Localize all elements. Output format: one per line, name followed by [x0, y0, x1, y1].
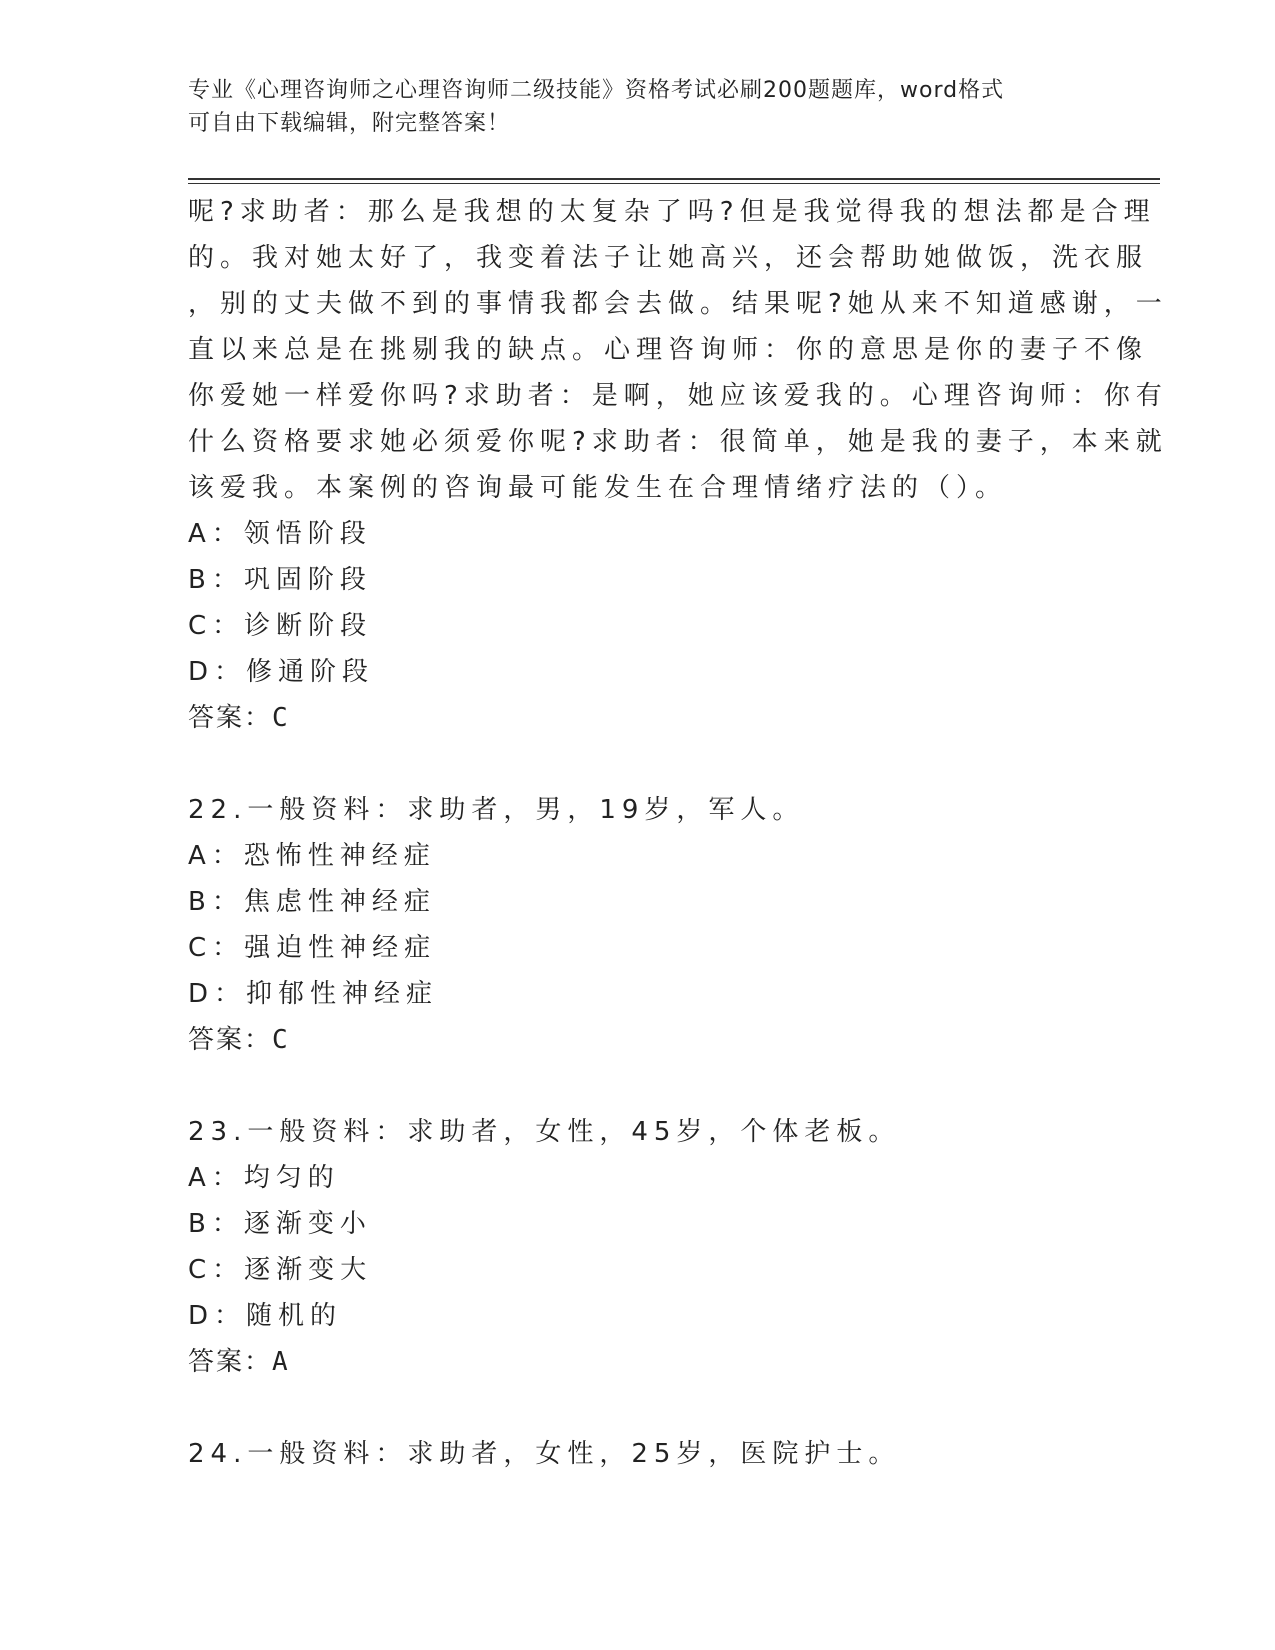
option-d: D：随机的	[188, 1301, 343, 1331]
spacer	[188, 741, 1088, 787]
option-c: C：强迫性神经症	[188, 933, 437, 963]
answer-line: 答案：C	[188, 703, 290, 733]
question-text-line: 你爱她一样爱你吗?求助者：是啊，她应该爱我的。心理咨询师：你有	[188, 381, 1168, 411]
option-d: D：抑郁性神经症	[188, 979, 439, 1009]
question-21-continuation	[188, 189, 1168, 741]
option-a: A：均匀的	[188, 1163, 340, 1193]
question-stem: 24.一般资料：求助者，女性，25岁，医院护士。	[188, 1439, 901, 1469]
option-b: B：焦虑性神经症	[188, 887, 436, 917]
question-text-line: 什么资格要求她必须爱你呢?求助者：很简单，她是我的妻子，本来就	[188, 427, 1168, 457]
answer-line: 答案：C	[188, 1025, 290, 1055]
header-title-line-1: 专业《心理咨询师之心理咨询师二级技能》资格考试必刷200题题库，word格式	[188, 78, 1005, 103]
question-text-line: 该爱我。本案例的咨询最可能发生在合理情绪疗法的（）。	[188, 473, 1008, 503]
option-d: D：修通阶段	[188, 657, 375, 687]
option-b: B：巩固阶段	[188, 565, 372, 595]
question-22	[188, 787, 1088, 1063]
header-title-line-2: 可自由下载编辑，附完整答案！	[188, 111, 511, 136]
option-c: C：逐渐变大	[188, 1255, 373, 1285]
header-divider-thin	[188, 183, 1160, 184]
header-divider-thick	[188, 178, 1160, 180]
option-a: A：恐怖性神经症	[188, 841, 436, 871]
question-text-line: 的。我对她太好了，我变着法子让她高兴，还会帮助她做饭，洗衣服	[188, 243, 1149, 273]
document-body	[188, 189, 1168, 1477]
option-a: A：领悟阶段	[188, 519, 372, 549]
spacer	[188, 1385, 1088, 1431]
question-stem: 23.一般资料：求助者，女性，45岁，个体老板。	[188, 1117, 901, 1147]
answer-line: 答案：A	[188, 1347, 290, 1377]
page-header	[188, 74, 1088, 140]
question-text-line: 呢?求助者：那么是我想的太复杂了吗?但是我觉得我的想法都是合理	[188, 197, 1156, 227]
spacer	[188, 1063, 1088, 1109]
question-24	[188, 1431, 1088, 1477]
question-23	[188, 1109, 1088, 1385]
question-stem: 22.一般资料：求助者，男，19岁，军人。	[188, 795, 805, 825]
question-text-line: 直以来总是在挑剔我的缺点。心理咨询师：你的意思是你的妻子不像	[188, 335, 1149, 365]
option-c: C：诊断阶段	[188, 611, 373, 641]
question-text-line: ，别的丈夫做不到的事情我都会去做。结果呢?她从来不知道感谢，一	[188, 289, 1168, 319]
option-b: B：逐渐变小	[188, 1209, 372, 1239]
